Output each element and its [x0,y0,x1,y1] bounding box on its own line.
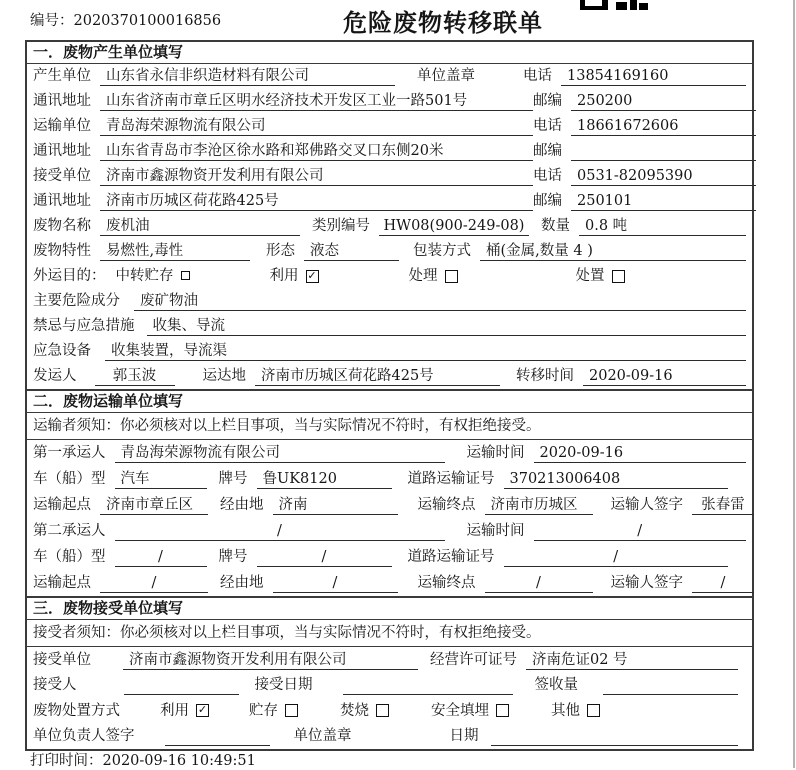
producer-unit-label-2: 单位盖章 [417,68,475,84]
waste-name-field-3: HW08(900-249-08) [379,217,529,236]
section-header-producer: 一．废物产生单位填写 [27,42,752,64]
waste-name-label-2: 类别编号 [312,218,370,234]
emergency-measures-field-1: 收集、导流 [147,317,747,336]
dispatcher-label-2: 运达地 [202,368,246,384]
dispatcher-label-4: 转移时间 [516,368,574,384]
producer-address-row [27,89,752,114]
route-1-row [27,492,752,518]
transport-address-label-2: 邮编 [533,143,562,159]
transfer-purpose-option-3 [409,267,458,286]
page-edge-line [793,0,795,768]
section-header-transporter: 二．废物运输单位填写 [27,391,752,413]
disposal-method-option-label-2: 贮存 [249,702,278,719]
vehicle-1-label-4: 道路运输证号 [407,471,495,487]
disposal-method-option-label-1: 利用 [160,702,189,719]
producer-unit-label-3: 电话 [523,68,552,84]
section-note-receiver: 接受者须知：你必须核对以上栏目事项，当与实际情况不符时，有权拒绝接受。 [27,620,752,647]
waste-property-field-5: 桶(金属,数量 4 ) [480,242,746,261]
accept-unit-label-2: 经营许可证号 [430,651,517,668]
transfer-purpose-option-label-4: 处置 [575,268,605,284]
first-carrier-row [27,440,752,466]
vehicle-2-field-3: / [257,548,392,567]
producer-unit-field-4: 13854169160 [561,67,746,86]
dispatcher-row [27,364,752,389]
second-carrier-field-3: / [534,522,747,541]
route-1-label-6: 运输人签字 [610,497,683,513]
route-2-field-3: / [273,574,398,593]
section-header-receiver: 三．废物接受单位填写 [27,598,752,620]
dispatcher-field-5: 2020-09-16 [583,367,746,386]
vehicle-2-label-2: 牌号 [218,549,248,565]
transport-unit-row [27,114,752,139]
accept-unit-field-3: 济南危证02 号 [526,651,738,670]
receiver-address-label-0: 通讯地址 [33,193,91,209]
accept-person-field-3 [343,676,513,695]
transfer-purpose-checkbox-4 [612,270,625,283]
disposal-method-label-0: 废物处置方式 [33,702,120,719]
responsible-sign-label-0: 单位负责人签字 [33,728,135,744]
accept-person-label-2: 接受日期 [254,677,313,693]
document-number-label: 编号： [30,13,74,29]
disposal-method-row [27,698,752,724]
transport-unit-field-1: 青岛海荣源物流有限公司 [100,117,533,136]
waste-property-label-0: 废物特性 [33,243,91,259]
disposal-method-option-5 [551,702,600,721]
vehicle-2-row [27,544,752,570]
receiver-unit-label-2: 电话 [533,168,562,184]
disposal-method-checkbox-1: ✓ [197,703,208,716]
form-table [25,40,754,751]
second-carrier-field-1: / [115,522,445,541]
transport-address-field-3 [571,142,756,161]
route-2-label-4: 运输终点 [417,575,476,591]
accept-unit-label-0: 接受单位 [33,651,91,668]
waste-name-field-1: 废机油 [100,217,300,236]
transfer-purpose-option-label-3: 处理 [408,268,438,284]
section-receiver [27,596,752,749]
vehicle-1-field-1: 汽车 [115,470,207,489]
transfer-purpose-checkbox-3 [445,270,458,283]
vehicle-1-field-5: 370213006408 [504,470,729,489]
waste-property-field-1: 易燃性,毒性 [100,242,250,261]
disposal-method-option-label-5: 其他 [551,702,580,719]
disposal-method-option-label-4: 安全填埋 [431,702,489,719]
receiver-address-field-3: 250101 [571,192,756,211]
first-carrier-label-0: 第一承运人 [33,445,106,461]
route-1-field-3: 济南 [273,496,398,515]
route-2-field-5: / [485,574,593,593]
disposal-method-option-3 [340,702,389,721]
first-carrier-label-2: 运输时间 [466,445,525,461]
waste-property-label-2: 形态 [266,243,295,259]
route-2-row [27,570,752,596]
disposal-method-option-label-3: 焚烧 [340,702,369,719]
responsible-sign-label-2: 单位盖章 [293,728,352,744]
responsible-sign-field-4 [491,727,739,746]
first-carrier-field-1: 青岛海荣源物流有限公司 [115,444,445,463]
responsible-sign-label-3: 日期 [449,728,479,744]
page-title: 危险废物转移联单 [343,9,543,37]
transfer-purpose-option-label-2: 利用 [269,268,299,284]
receiver-address-label-2: 邮编 [533,193,562,209]
receiver-unit-row [27,164,752,189]
accept-person-field-5 [603,676,738,695]
responsible-sign-field-1 [165,727,270,746]
vehicle-1-label-2: 牌号 [218,471,248,487]
transfer-purpose-row [27,264,752,289]
accept-person-label-4: 签收量 [534,677,578,693]
vehicle-2-label-4: 道路运输证号 [407,549,495,565]
main-hazard-field-1: 废矿物油 [134,292,746,311]
disposal-method-option-1 [160,702,209,721]
main-hazard-row [27,289,752,314]
producer-unit-row [27,64,752,89]
route-1-field-7: 张春雷 [692,496,754,515]
accept-person-field-1 [124,676,239,695]
print-time-label: 打印时间： [30,753,103,769]
vehicle-1-field-3: 鲁UK8120 [257,470,392,489]
disposal-method-checkbox-5 [587,704,600,717]
transfer-purpose-option-1 [116,267,190,286]
accept-unit-row [27,647,752,673]
emergency-measures-row [27,314,752,339]
route-1-label-4: 运输终点 [417,497,476,513]
accept-person-row [27,673,752,699]
print-time-value: 2020-09-16 10:49:51 [102,753,256,769]
vehicle-2-field-1: / [115,548,207,567]
receiver-address-row [27,189,752,214]
waste-property-field-3: 液态 [304,242,399,261]
receiver-unit-label-0: 接受单位 [33,168,91,184]
section-producer [27,42,752,389]
transfer-purpose-option-4 [576,267,625,286]
transport-unit-label-2: 电话 [533,118,562,134]
producer-address-label-2: 邮编 [533,93,562,109]
receiver-unit-field-1: 济南市鑫源物资开发利用有限公司 [100,167,533,186]
section-note-transporter: 运输者须知：你必须核对以上栏目事项，当与实际情况不符时，有权拒绝接受。 [27,413,752,440]
transport-unit-label-0: 运输单位 [33,118,91,134]
vehicle-2-field-5: / [504,548,729,567]
route-1-field-1: 济南市章丘区 [100,496,208,515]
producer-address-field-1: 山东省济南市章丘区明水经济技术开发区工业一路501号 [100,92,533,111]
route-1-label-0: 运输起点 [33,497,91,513]
waste-property-row [27,239,752,264]
disposal-method-checkbox-3 [376,704,389,717]
transfer-purpose-label-0: 外运目的： [33,268,106,284]
second-carrier-label-2: 运输时间 [466,523,525,539]
transfer-purpose-checkbox-1 [181,271,190,280]
dispatcher-field-3: 济南市历城区荷花路425号 [255,367,500,386]
emergency-equipment-field-1: 收集装置，导流渠 [105,342,746,361]
main-hazard-label-0: 主要危险成分 [33,293,120,309]
disposal-method-option-2 [249,702,298,721]
qr-code-fragment-icon [578,0,650,11]
second-carrier-label-0: 第二承运人 [33,523,106,539]
document-number-value: 2020370100016856 [73,13,222,29]
print-time [30,749,256,770]
vehicle-2-label-0: 车（船）型 [33,549,106,565]
producer-address-label-0: 通讯地址 [33,93,91,109]
dispatcher-label-0: 发运人 [33,368,77,384]
disposal-method-checkbox-2 [285,704,298,717]
waste-name-label-4: 数量 [541,218,570,234]
section-transporter [27,389,752,596]
emergency-equipment-label-0: 应急设备 [33,343,91,359]
transfer-purpose-option-label-1: 中转贮存 [115,268,174,284]
waste-property-label-4: 包装方式 [413,243,471,259]
vehicle-1-label-0: 车（船）型 [33,471,106,487]
transfer-purpose-checkbox-2: ✓ [307,268,317,282]
emergency-measures-label-0: 禁忌与应急措施 [33,318,135,334]
receiver-unit-field-3: 0531-82095390 [571,167,756,186]
transport-address-row [27,139,752,164]
route-2-label-6: 运输人签字 [610,575,683,591]
route-1-label-2: 经由地 [220,497,264,513]
waste-name-label-0: 废物名称 [33,218,91,234]
vehicle-1-row [27,466,752,492]
receiver-address-field-1: 济南市历城区荷花路425号 [100,192,533,211]
route-2-label-0: 运输起点 [33,575,91,591]
route-2-field-1: / [100,574,208,593]
producer-unit-label-0: 产生单位 [33,68,91,84]
accept-unit-field-1: 济南市鑫源物资开发利用有限公司 [123,651,418,670]
route-2-field-7: / [692,574,754,593]
transport-unit-field-3: 18661672606 [571,117,756,136]
producer-address-field-3: 250200 [571,92,756,111]
waste-name-row [27,214,752,239]
responsible-sign-row [27,724,752,750]
emergency-equipment-row [27,339,752,364]
disposal-method-checkbox-4 [496,704,509,717]
disposal-method-option-4 [431,702,509,721]
transfer-purpose-option-2 [270,267,319,286]
first-carrier-field-3: 2020-09-16 [534,444,747,463]
waste-name-field-5: 0.8 吨 [579,217,746,236]
dispatcher-field-1: 郭玉波 [95,367,175,386]
second-carrier-row [27,518,752,544]
producer-unit-field-1: 山东省永信非织造材料有限公司 [100,67,395,86]
route-1-field-5: 济南市历城区 [485,496,593,515]
transport-address-field-1: 山东省青岛市李沧区徐水路和郑佛路交叉口东侧20米 [100,142,533,161]
accept-person-label-0: 接受人 [33,677,77,693]
route-2-label-2: 经由地 [220,575,264,591]
transport-address-label-0: 通讯地址 [33,143,91,159]
